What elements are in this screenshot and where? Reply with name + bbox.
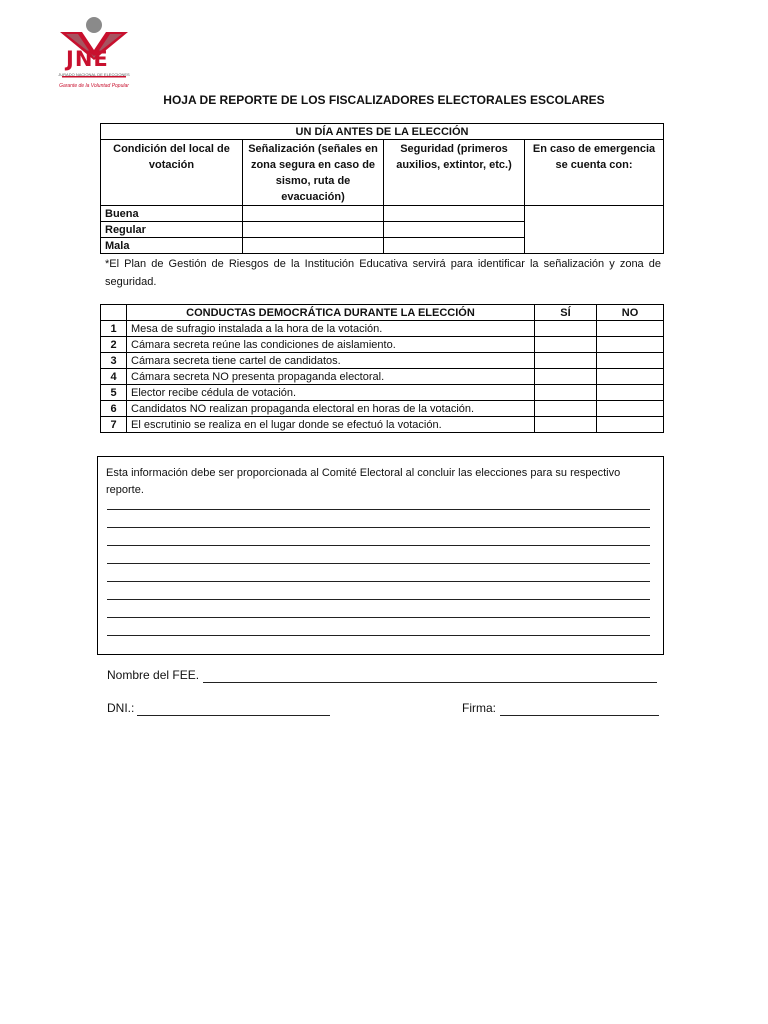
table-heading: UN DÍA ANTES DE LA ELECCIÓN — [101, 124, 664, 140]
yes-cell[interactable] — [535, 321, 597, 337]
logo-slogan: Garante de la Voluntad Popular — [59, 83, 129, 89]
row-number: 7 — [101, 417, 127, 433]
cell-input[interactable] — [243, 238, 384, 254]
report-line[interactable] — [107, 563, 650, 564]
table-heading: CONDUCTAS DEMOCRÁTICA DURANTE LA ELECCIÓN — [127, 305, 535, 321]
page-title: HOJA DE REPORTE DE LOS FISCALIZADORES ELECTORALES ESCOLARES — [163, 93, 605, 107]
yes-cell[interactable] — [535, 353, 597, 369]
column-header-emergency: En caso de emergencia se cuenta con: — [525, 140, 664, 206]
report-line[interactable] — [107, 545, 650, 546]
firma-label: Firma: — [462, 701, 496, 715]
dni-label: DNI.: — [107, 701, 135, 715]
election-conduct-table — [100, 304, 664, 433]
row-number: 4 — [101, 369, 127, 385]
no-cell[interactable] — [597, 401, 664, 417]
report-line[interactable] — [107, 509, 650, 510]
row-text: El escrutinio se realiza en el lugar donde se efectuó la votación. — [127, 417, 535, 433]
name-label: Nombre del FEE. — [107, 668, 200, 682]
table-row — [101, 369, 664, 385]
yes-cell[interactable] — [535, 337, 597, 353]
no-cell[interactable] — [597, 385, 664, 401]
row-label-regular: Regular — [101, 222, 243, 238]
no-cell[interactable] — [597, 417, 664, 433]
no-cell[interactable] — [597, 337, 664, 353]
row-text: Cámara secreta tiene cartel de candidatos. — [127, 353, 535, 369]
row-number: 2 — [101, 337, 127, 353]
cell-input[interactable] — [384, 206, 525, 222]
yes-cell[interactable] — [535, 369, 597, 385]
cell-input[interactable] — [243, 206, 384, 222]
table-row — [101, 321, 664, 337]
firma-field[interactable] — [500, 715, 659, 716]
cell-input[interactable] — [243, 222, 384, 238]
footnote: *El Plan de Gestión de Riesgos de la Institución Educativa servirá para identificar la señalización y zona de seguridad. — [105, 258, 661, 288]
logo-tagline: JURADO NACIONAL DE ELECCIONES — [58, 72, 130, 77]
cell-input[interactable] — [525, 206, 664, 254]
report-line[interactable] — [107, 581, 650, 582]
table-row — [101, 401, 664, 417]
row-label-mala: Mala — [101, 238, 243, 254]
column-header-condition: Condición del local de votación — [101, 140, 243, 206]
row-number: 6 — [101, 401, 127, 417]
header-empty — [101, 305, 127, 321]
report-box — [97, 456, 664, 655]
row-text: Cámara secreta NO presenta propaganda electoral. — [127, 369, 535, 385]
yes-cell[interactable] — [535, 385, 597, 401]
row-number: 3 — [101, 353, 127, 369]
row-label-buena: Buena — [101, 206, 243, 222]
no-cell[interactable] — [597, 321, 664, 337]
name-field[interactable] — [203, 682, 657, 683]
report-instructions: Esta información debe ser proporcionada al Comité Electoral al concluir las elecciones para su respectivo reporte. — [106, 467, 621, 496]
cell-input[interactable] — [384, 222, 525, 238]
row-number: 5 — [101, 385, 127, 401]
dni-field[interactable] — [137, 715, 330, 716]
column-header-safety: Seguridad (primeros auxilios, extintor, etc.) — [384, 140, 525, 206]
no-cell[interactable] — [597, 353, 664, 369]
table-row — [101, 337, 664, 353]
report-line[interactable] — [107, 617, 650, 618]
row-text: Elector recibe cédula de votación. — [127, 385, 535, 401]
column-header-no: NO — [597, 305, 664, 321]
no-cell[interactable] — [597, 369, 664, 385]
yes-cell[interactable] — [535, 417, 597, 433]
report-line[interactable] — [107, 599, 650, 600]
row-text: Mesa de sufragio instalada a la hora de la votación. — [127, 321, 535, 337]
column-header-yes: SÍ — [535, 305, 597, 321]
pre-election-table — [100, 123, 664, 254]
row-text: Candidatos NO realizan propaganda electoral en horas de la votación. — [127, 401, 535, 417]
report-line[interactable] — [107, 635, 650, 636]
yes-cell[interactable] — [535, 401, 597, 417]
table-row — [101, 385, 664, 401]
cell-input[interactable] — [384, 238, 525, 254]
column-header-signage: Señalización (señales en zona segura en caso de sismo, ruta de evacuación) — [243, 140, 384, 206]
row-number: 1 — [101, 321, 127, 337]
report-line[interactable] — [107, 527, 650, 528]
logo-name: JNE — [66, 47, 109, 71]
table-row — [101, 353, 664, 369]
row-text: Cámara secreta reúne las condiciones de aislamiento. — [127, 337, 535, 353]
table-row — [101, 417, 664, 433]
